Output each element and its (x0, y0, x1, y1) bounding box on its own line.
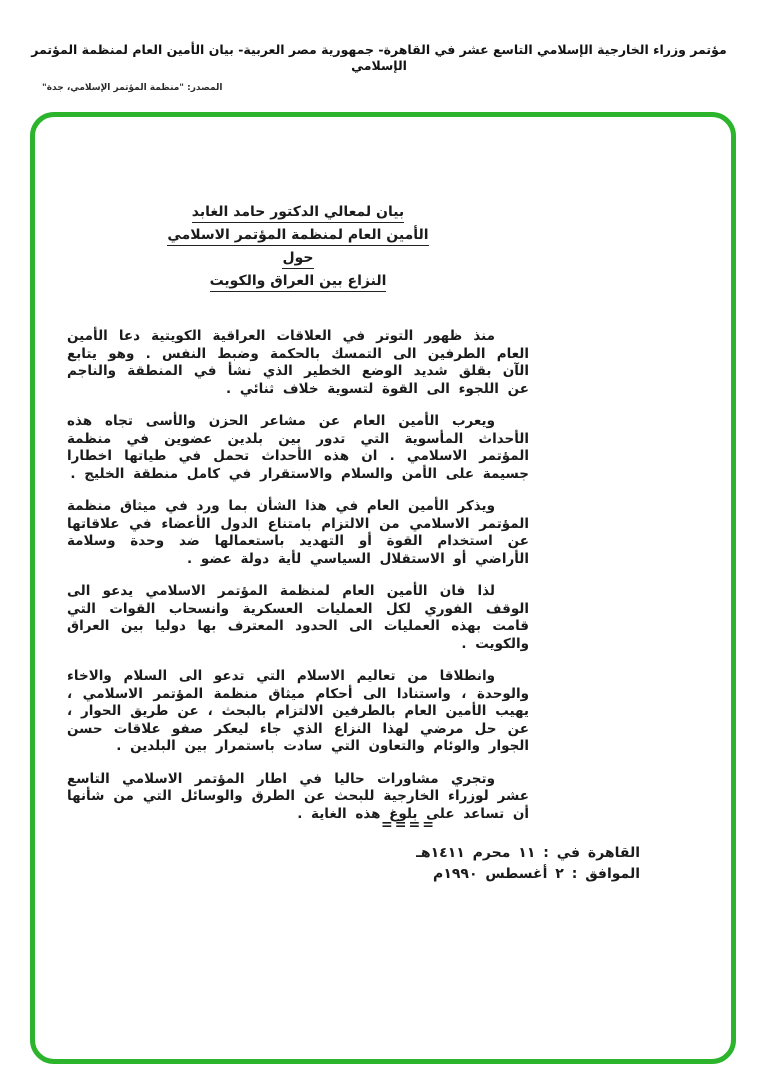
statement-title-text-1: بيان لمعالي الدكتور حامد الغابد (192, 203, 404, 223)
statement-paragraph-4: لذا فان الأمين العام لمنظمة المؤتمر الاسلامي يدعو الى الوقف الفوري لكل العمليات العسكرية وانسحاب القوات التي قامت بهذه العمليات الى الحدود المعترف بها دوليا بين العراق والكويت . (67, 583, 529, 652)
end-separator: ==== (381, 817, 436, 833)
statement-title-text-3: حول (282, 249, 313, 269)
document-source-caption: المصدر: "منظمة المؤتمر الإسلامي، جدة" (42, 83, 223, 93)
statement-title-text-4: النزاع بين العراق والكويت (210, 272, 387, 292)
scanned-document-page (35, 117, 721, 1049)
statement-text-column (67, 203, 529, 838)
statement-title-block (67, 203, 529, 292)
statement-title-line-1 (67, 203, 529, 223)
statement-paragraph-1: منذ ظهور التوتر في العلاقات العراقية الكويتية دعا الأمين العام الطرفين الى التمسك بالحكمة وضبط النفس . وهو يتابع الآن بقلق شديد الوضع الخطير الذي نشأ في المنطقة والناجم عن اللجوء الى القوة لتسوية خلاف ثنائي . (67, 328, 529, 397)
date-block (416, 843, 640, 885)
statement-title-text-2: الأمين العام لمنظمة المؤتمر الاسلامي (167, 226, 428, 246)
statement-paragraph-6: وتجري مشاورات حاليا في اطار المؤتمر الاسلامي التاسع عشر لوزراء الخارجية للبحث عن الطرق والوسائل التي من شأنها أن تساعد على بلوغ هذه الغاية . (67, 770, 529, 822)
scanned-document-frame (30, 112, 736, 1064)
document-header-title: مؤتمر وزراء الخارجية الإسلامي التاسع عشر في القاهرة- جمهورية مصر العربية- بيان الأمين العام لمنظمة المؤتمر الإسلامي (31, 42, 727, 73)
statement-title-line-4 (67, 272, 529, 292)
statement-paragraph-3: ويذكر الأمين العام في هذا الشأن بما ورد في ميثاق منظمة المؤتمر الاسلامي من الالتزام بامتناع الدول الأعضاء في علاقاتها عن استخدام القوة أو التهديد باستعمالها ضد وحدة وسلامة الأراضي أو الاستقلال السياسي لأية دولة عضو . (67, 498, 529, 567)
statement-title-line-2 (67, 226, 529, 246)
date-line-gregorian: الموافق : ٢ أغسطس ١٩٩٠م (433, 866, 640, 882)
statement-paragraph-2: ويعرب الأمين العام عن مشاعر الحزن والأسى تجاه هذه الأحداث المأسوية التي تدور بين بلدين عضوين في منظمة المؤتمر الاسلامي . ان هذه الأحداث تحمل في طياتها اخطارا جسيمة على الأمن والسلام والاستقرار في كامل منطقة الخليج . (67, 413, 529, 482)
date-line-hijri: القاهرة في : ١١ محرم ١٤١١هـ (416, 845, 640, 861)
statement-paragraph-5: وانطلاقا من تعاليم الاسلام التي تدعو الى السلام والاخاء والوحدة ، واستنادا الى أحكام ميثاق منظمة المؤتمر الاسلامي ، يهيب الأمين العام بالطرفين الالتزام بالبحث ، عن طريق الحوار ، عن حل مرضي لهذا النزاع الذي جاء ليعكر صفو علاقات حسن الجوار والوئام والتعاون التي سادت باستمرار بين البلدين . (67, 668, 529, 754)
statement-title-line-3 (67, 249, 529, 269)
